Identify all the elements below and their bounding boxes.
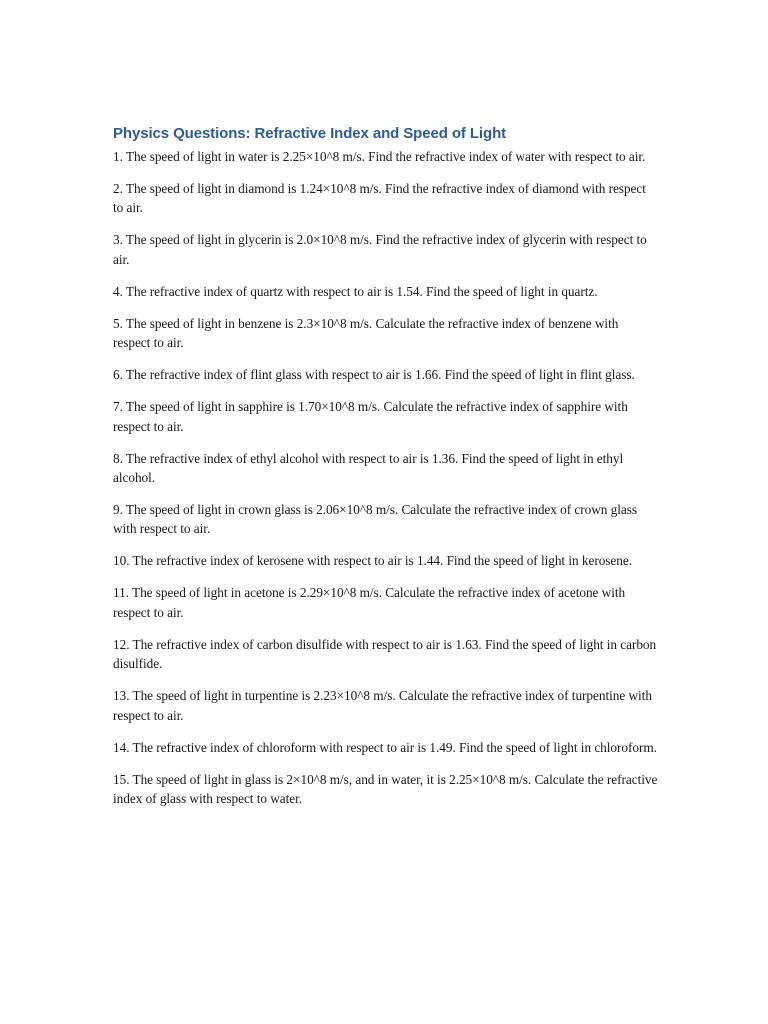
question-item: 8. The refractive index of ethyl alcohol with respect to air is 1.36. Find the speed of light in ethyl alcohol. [113, 450, 624, 486]
question-list [113, 147, 658, 808]
question-item: 12. The refractive index of carbon disulfide with respect to air is 1.63. Find the speed of light in carbon disulfide. [113, 636, 657, 672]
question-item: 11. The speed of light in acetone is 2.29×10^8 m/s. Calculate the refractive index of acetone with respect to air. [113, 585, 626, 620]
question-item: 13. The speed of light in turpentine is 2.23×10^8 m/s. Calculate the refractive index of turpentine with respect to air. [113, 688, 652, 723]
question-item: 4. The refractive index of quartz with respect to air is 1.54. Find the speed of light in quartz. [113, 283, 598, 299]
question-item: 3. The speed of light in glycerin is 2.0×10^8 m/s. Find the refractive index of glycerin with respect to air. [113, 232, 647, 267]
question-item: 6. The refractive index of flint glass with respect to air is 1.66. Find the speed of light in flint glass. [113, 367, 635, 383]
question-item: 14. The refractive index of chloroform with respect to air is 1.49. Find the speed of light in chloroform. [113, 739, 657, 755]
question-item: 5. The speed of light in benzene is 2.3×10^8 m/s. Calculate the refractive index of benzene with respect to air. [113, 315, 619, 351]
question-item: 2. The speed of light in diamond is 1.24×10^8 m/s. Find the refractive index of diamond with respect to air. [113, 181, 646, 216]
question-item: 9. The speed of light in crown glass is 2.06×10^8 m/s. Calculate the refractive index of crown glass with respect to air. [113, 502, 637, 537]
question-item: 7. The speed of light in sapphire is 1.70×10^8 m/s. Calculate the refractive index of sapphire with respect to air. [113, 399, 628, 434]
question-item: 1. The speed of light in water is 2.25×10^8 m/s. Find the refractive index of water with respect to air. [113, 149, 646, 164]
question-item: 15. The speed of light in glass is 2×10^8 m/s, and in water, it is 2.25×10^8 m/s. Calculate the refractive index of glass with respect to water. [113, 771, 658, 807]
question-item: 10. The refractive index of kerosene with respect to air is 1.44. Find the speed of light in kerosene. [113, 553, 632, 569]
document-title: Physics Questions: Refractive Index and Speed of Light [113, 125, 507, 142]
document-content [113, 124, 658, 821]
